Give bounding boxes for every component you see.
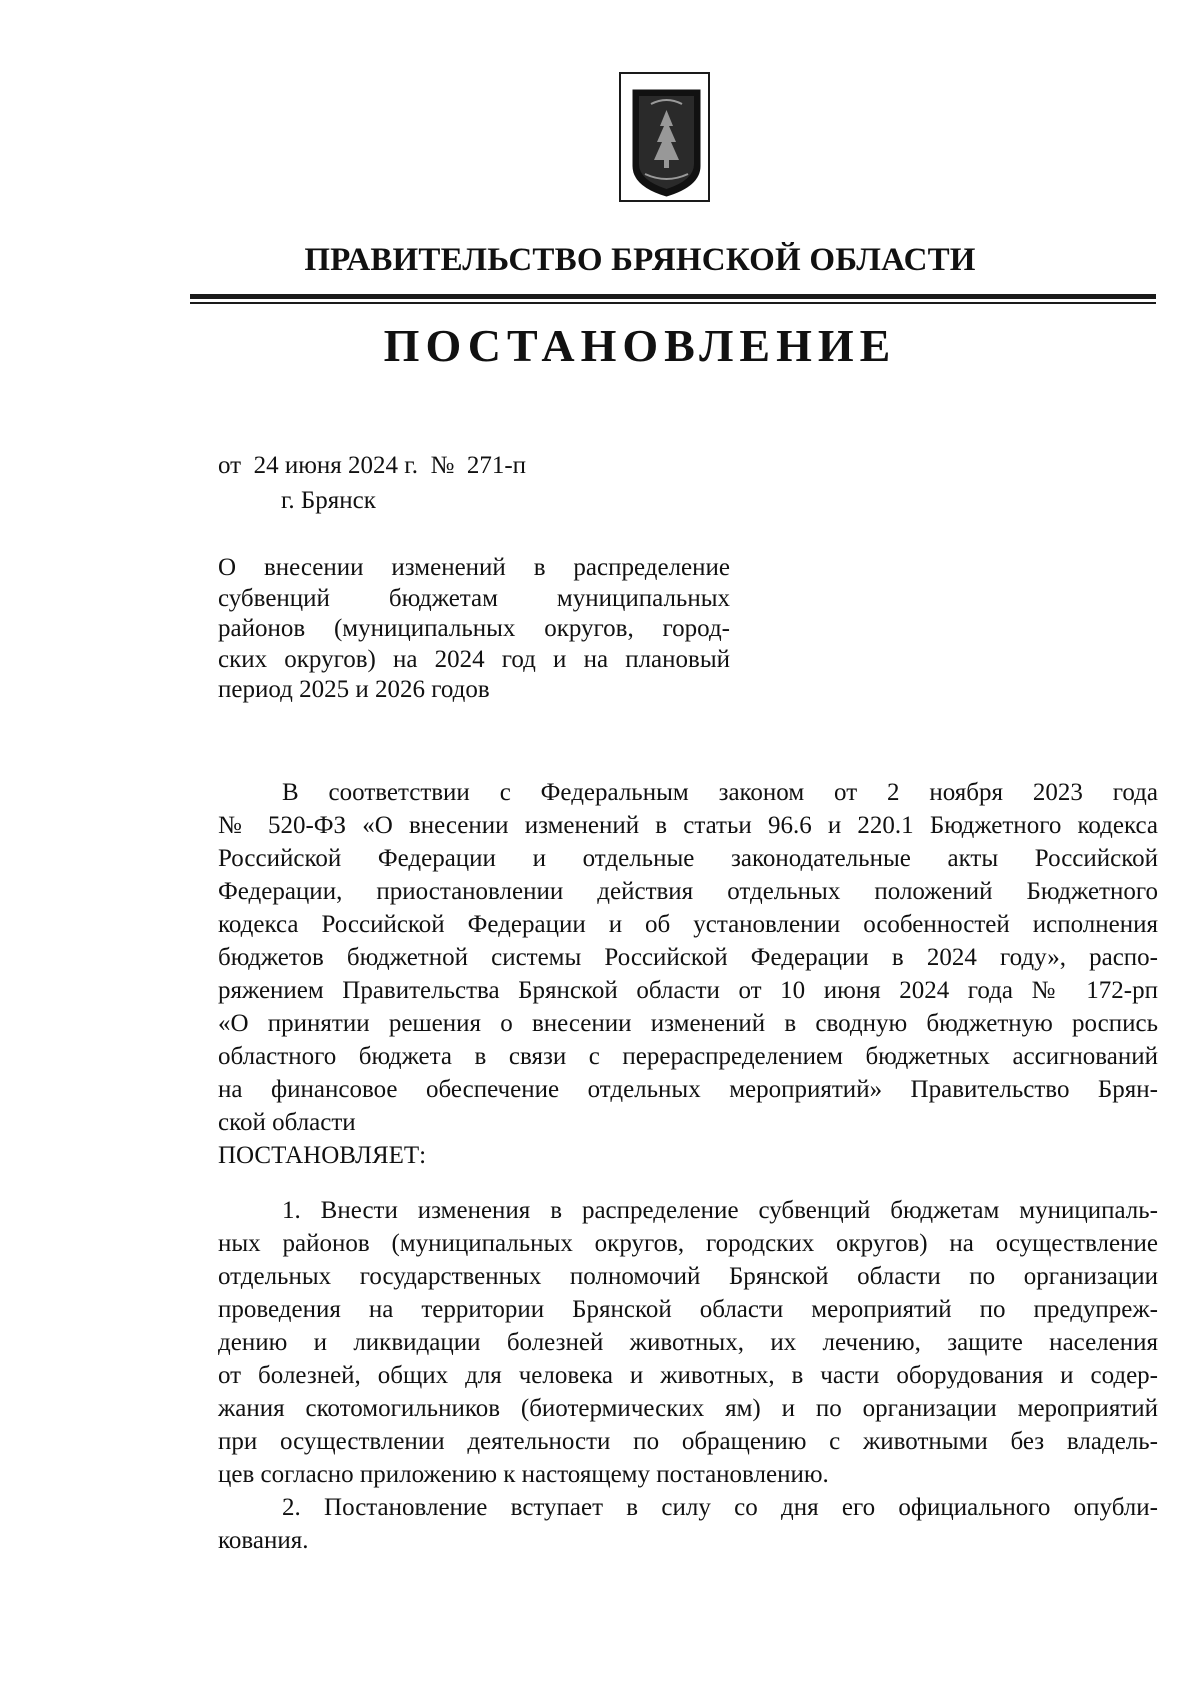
preamble-line: кодекса Российской Федерации и об установлении особенностей исполнения: [218, 911, 1158, 938]
preamble-line: № 520-ФЗ «О внесении изменений в статьи 96.6 и 220.1 Бюджетного кодекса: [218, 812, 1158, 839]
paragraph-gap: [218, 1172, 1158, 1194]
subject-line: районов (муниципальных округов, город-: [218, 615, 730, 642]
item-1-line: ных районов (муниципальных округов, городских округов) на осуществление: [218, 1230, 1158, 1257]
document-body: [218, 776, 1158, 1557]
preamble-line: ской области: [218, 1109, 356, 1136]
coat-of-arms-icon: [621, 74, 712, 204]
item-2-line: кования.: [218, 1527, 309, 1554]
resolves-heading: ПОСТАНОВЛЯЕТ:: [218, 1142, 427, 1169]
header-divider-thin: [190, 302, 1156, 304]
preamble-line: на финансовое обеспечение отдельных мероприятий» Правительство Брян-: [218, 1076, 1158, 1103]
document-type-title: ПОСТАНОВЛЕНИЕ: [383, 320, 897, 371]
item-1-line: 1. Внести изменения в распределение субвенций бюджетам муниципаль-: [282, 1197, 1158, 1224]
subject-line: субвенций бюджетам муниципальных: [218, 584, 730, 612]
item-1-line: от болезней, общих для человека и животных, в части оборудования и содер-: [218, 1362, 1158, 1389]
subject-line: О внесении изменений в распределение: [218, 554, 730, 581]
item-1-line: при осуществлении деятельности по обращению с животными без владель-: [218, 1428, 1158, 1455]
item-1-line: отдельных государственных полномочий Брянской области по организации: [218, 1263, 1158, 1290]
preamble-line: Российской Федерации и отдельные законодательные акты Российской: [218, 845, 1158, 872]
preamble-line: В соответствии с Федеральным законом от 2 ноября 2023 года: [282, 779, 1158, 806]
preamble-line: бюджетов бюджетной системы Российской Федерации в 2024 году», распо-: [218, 944, 1158, 971]
item-1-line: цев согласно приложению к настоящему постановлению.: [218, 1461, 829, 1488]
date-and-number: от 24 июня 2024 г. № 271-п: [218, 452, 527, 479]
subject-line: период 2025 и 2026 годов: [218, 676, 490, 703]
preamble-line: областного бюджета в связи с перераспределением бюджетных ассигнований: [218, 1043, 1158, 1070]
header-divider-thick: [190, 294, 1156, 299]
preamble-line: Федерации, приостановлении действия отдельных положений Бюджетного: [218, 878, 1158, 905]
coat-of-arms-emblem: [619, 72, 710, 202]
item-1-line: проведения на территории Брянской области мероприятий по предупреж-: [218, 1296, 1158, 1323]
preamble-line: «О принятии решения о внесении изменений в сводную бюджетную роспись: [218, 1010, 1158, 1037]
item-1-line: дению и ликвидации болезней животных, их лечению, защите населения: [218, 1329, 1158, 1356]
item-2-line: 2. Постановление вступает в силу со дня его официального опубли-: [282, 1494, 1158, 1521]
document-subject-title: [218, 553, 730, 706]
city-of-issue: г. Брянск: [281, 487, 376, 514]
organization-name: ПРАВИТЕЛЬСТВО БРЯНСКОЙ ОБЛАСТИ: [304, 242, 976, 278]
item-1-line: жания скотомогильников (биотермических ям) и по организации мероприятий: [218, 1395, 1158, 1422]
subject-line: ских округов) на 2024 год и на плановый: [218, 645, 730, 673]
preamble-line: ряжением Правительства Брянской области от 10 июня 2024 года № 172-рп: [218, 977, 1158, 1004]
